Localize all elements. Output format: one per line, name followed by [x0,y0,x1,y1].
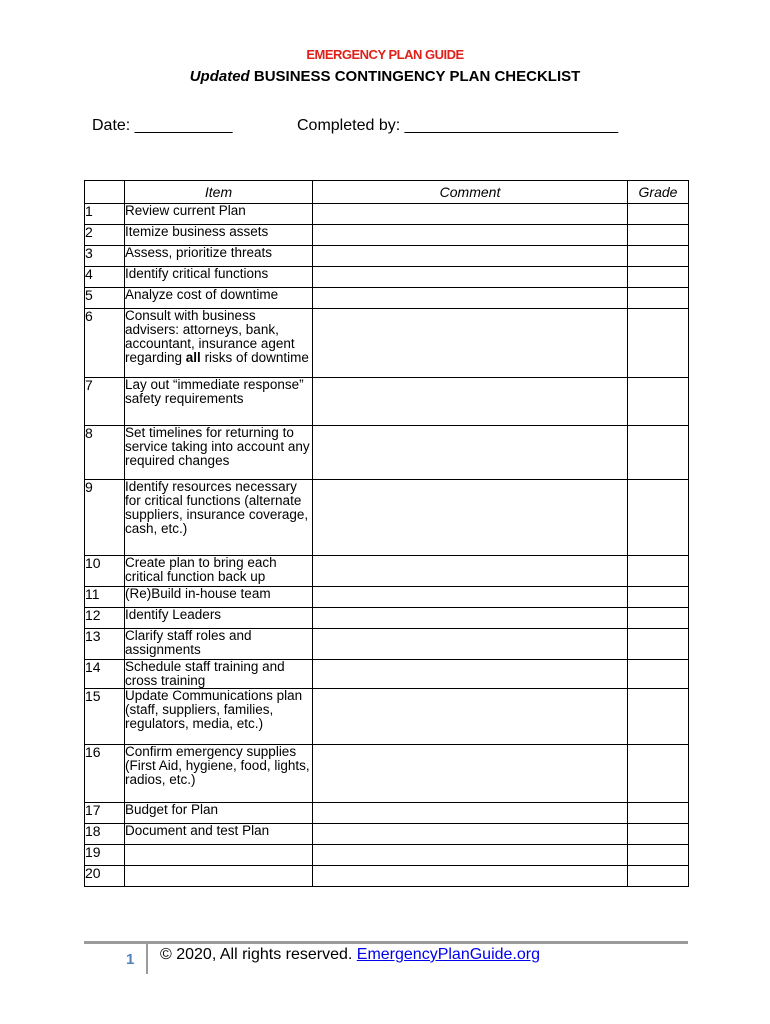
checklist-item: Clarify staff roles and assignments [125,629,313,660]
grade-cell[interactable] [628,225,689,246]
checklist-item: Confirm emergency supplies (First Aid, hygiene, food, lights, radios, etc.) [125,745,313,803]
table-row [85,660,689,689]
grade-cell[interactable] [628,587,689,608]
grade-column-header: Grade [628,181,689,204]
checklist-item [125,845,313,866]
checklist-item: Set timelines for returning to service taking into account any required changes [125,426,313,480]
footer-vertical-divider [146,944,148,974]
table-row [85,845,689,866]
checklist-item [125,866,313,887]
comment-cell[interactable] [313,225,628,246]
table-row [85,426,689,480]
grade-cell[interactable] [628,246,689,267]
checklist-item: Document and test Plan [125,824,313,845]
table-row [85,803,689,824]
row-number: 1 [85,204,125,225]
grade-cell[interactable] [628,378,689,426]
comment-cell[interactable] [313,745,628,803]
table-row [85,866,689,887]
table-row [85,288,689,309]
checklist-item: Itemize business assets [125,225,313,246]
comment-cell[interactable] [313,587,628,608]
comment-cell[interactable] [313,246,628,267]
checklist-item: Budget for Plan [125,803,313,824]
table-row [85,480,689,556]
checklist-item: Identify resources necessary for critical functions (alternate suppliers, insurance coverage, cash, etc.) [125,480,313,556]
comment-cell[interactable] [313,689,628,745]
checklist-item: Schedule staff training and cross training [125,660,313,689]
footer-divider [84,941,688,944]
date-field-label: Date: ___________ [92,117,233,134]
table-row [85,824,689,845]
comment-cell[interactable] [313,803,628,824]
row-number: 17 [85,803,125,824]
row-number: 3 [85,246,125,267]
comment-cell[interactable] [313,204,628,225]
grade-cell[interactable] [628,824,689,845]
item-text: Consult with business advisers: attorneys, bank, accountant, insurance agent regarding [125,308,295,365]
item-column-header: Item [125,181,313,204]
table-row [85,309,689,378]
page-number: 1 [126,951,135,968]
row-number: 15 [85,689,125,745]
table-row [85,629,689,660]
row-number: 12 [85,608,125,629]
comment-cell[interactable] [313,824,628,845]
comment-cell[interactable] [313,378,628,426]
grade-cell[interactable] [628,556,689,587]
comment-cell[interactable] [313,480,628,556]
grade-cell[interactable] [628,480,689,556]
checklist-item: Lay out “immediate response” safety requirements [125,378,313,426]
table-row [85,225,689,246]
checklist-item: Identify critical functions [125,267,313,288]
grade-cell[interactable] [628,689,689,745]
table-row [85,608,689,629]
grade-cell[interactable] [628,288,689,309]
table-row [85,556,689,587]
row-number: 14 [85,660,125,689]
number-column-header [85,181,125,204]
checklist-item: Update Communications plan (staff, suppliers, families, regulators, media, etc.) [125,689,313,745]
grade-cell[interactable] [628,745,689,803]
comment-cell[interactable] [313,845,628,866]
row-number: 16 [85,745,125,803]
copyright-text: © 2020, All rights reserved. [160,946,357,963]
row-number: 8 [85,426,125,480]
grade-cell[interactable] [628,309,689,378]
comment-cell[interactable] [313,866,628,887]
comment-cell[interactable] [313,608,628,629]
grade-cell[interactable] [628,204,689,225]
grade-cell[interactable] [628,267,689,288]
checklist-item: Review current Plan [125,204,313,225]
grade-cell[interactable] [628,803,689,824]
row-number: 6 [85,309,125,378]
checklist-item: Identify Leaders [125,608,313,629]
title-text: BUSINESS CONTINGENCY PLAN CHECKLIST [249,68,581,85]
checklist-item: Assess, prioritize threats [125,246,313,267]
row-number: 2 [85,225,125,246]
row-number: 9 [85,480,125,556]
table-row [85,267,689,288]
checklist-item: Create plan to bring each critical function back up [125,556,313,587]
checklist-table [84,180,689,887]
row-number: 5 [85,288,125,309]
comment-column-header: Comment [313,181,628,204]
grade-cell[interactable] [628,608,689,629]
copyright-notice [160,946,540,964]
comment-cell[interactable] [313,556,628,587]
row-number: 7 [85,378,125,426]
row-number: 18 [85,824,125,845]
page-title [0,68,770,85]
item-text: risks of downtime [200,350,309,365]
table-row [85,246,689,267]
table-row [85,745,689,803]
table-header-row [85,181,689,204]
website-link[interactable]: EmergencyPlanGuide.org [356,946,540,963]
grade-cell[interactable] [628,660,689,689]
grade-cell[interactable] [628,426,689,480]
emphasis-text: all [185,350,201,365]
title-italic-word: Updated [189,68,250,85]
comment-cell[interactable] [313,660,628,689]
row-number: 13 [85,629,125,660]
brand-heading: EMERGENCY PLAN GUIDE [306,47,464,62]
comment-cell[interactable] [313,426,628,480]
comment-cell[interactable] [313,267,628,288]
row-number: 20 [85,866,125,887]
comment-cell[interactable] [313,629,628,660]
checklist-item: (Re)Build in-house team [125,587,313,608]
row-number: 11 [85,587,125,608]
table-row [85,204,689,225]
completed-by-field-label: Completed by: ________________________ [297,117,619,134]
table-row [85,689,689,745]
table-row [85,378,689,426]
checklist-item [125,309,313,378]
row-number: 4 [85,267,125,288]
grade-cell[interactable] [628,845,689,866]
table-row [85,587,689,608]
comment-cell[interactable] [313,309,628,378]
row-number: 19 [85,845,125,866]
grade-cell[interactable] [628,629,689,660]
grade-cell[interactable] [628,866,689,887]
comment-cell[interactable] [313,288,628,309]
row-number: 10 [85,556,125,587]
checklist-item: Analyze cost of downtime [125,288,313,309]
